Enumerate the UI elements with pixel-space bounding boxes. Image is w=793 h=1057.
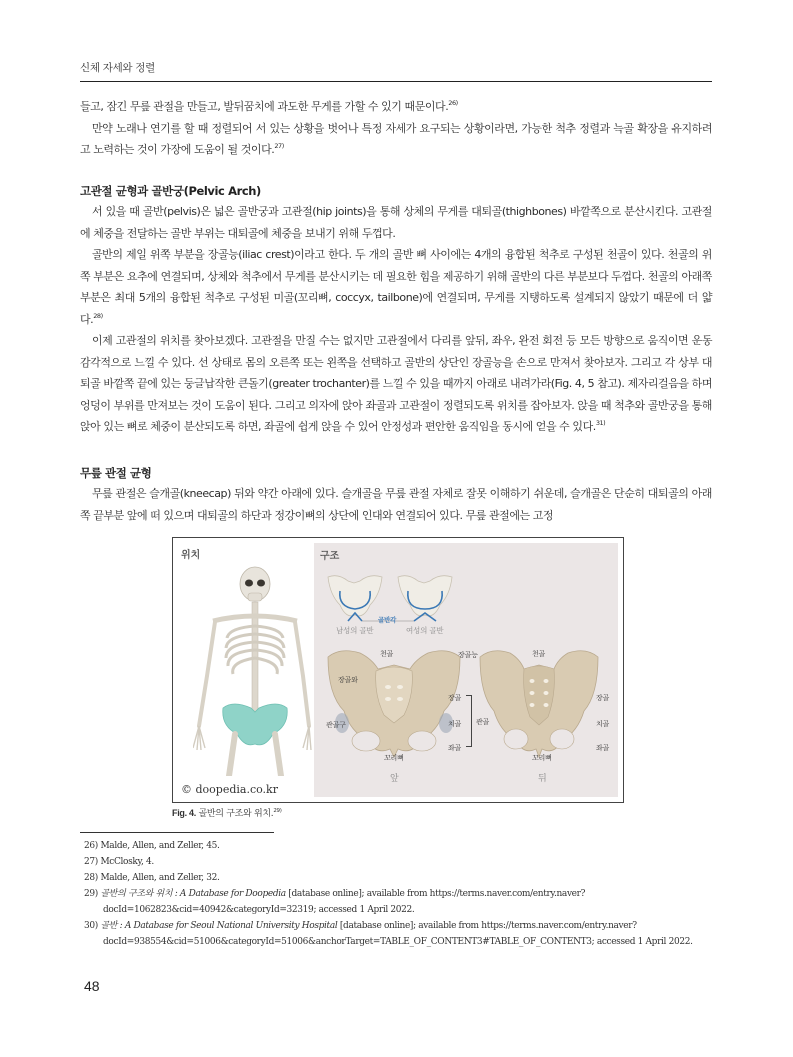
section-knee-body [80,483,712,526]
label-acetabulum: 관골구 [326,721,346,729]
panel-label-position: 위치 [181,550,201,561]
label-sacrum-back: 천골 [532,650,546,658]
skeleton-illustration [193,566,313,776]
footnote-28: 28) Malde, Allen, and Zeller, 32. [84,873,220,883]
label-iliac-fossa: 장골와 [338,676,358,684]
footnote-ref[interactable]: 26) [448,99,458,107]
footnote-26: 26) Malde, Allen, and Zeller, 45. [84,841,220,851]
label-iliac-crest: 장골능 [458,651,478,659]
male-pelvis-label: 남성의 골반 [336,626,374,635]
panel-label-structure: 구조 [320,551,340,562]
figure-caption: Fig. 4. 골반의 구조와 위치.$^{29)}$ [172,808,282,819]
footnote-ref[interactable]: 31) [595,419,606,427]
label-ilium-back: 장골 [596,694,610,702]
paragraph: 서 있을 때 골반(pelvis)은 넓은 골반궁과 고관절(hip joints)을 통해 상체의 무게를 대퇴골(thighbones) 바깥쪽으로 분산시킨다. 고관절에 체중을 전달하는 골반 부위는 대퇴골에 체중을 보내기 위해 두껍다. [80,205,712,240]
label-ilium-front: 장골 [448,694,462,702]
structure-panel [314,543,618,797]
label-ischium-back: 좌골 [596,744,610,752]
label-coccyx-back: 꼬리뼈 [532,754,552,762]
back-view-label: 뒤 [538,774,547,784]
section-title-knee: 무릎 관절 균형 [80,466,152,480]
footnote-29: 29) 골반의 구조와 위치 : A Database for Doopedia [database online]; available from https://terms.naver.com/entry.naver?docId=1062823&cid=40942&categoryId=32319; accessed 1 April 2022. [84,889,586,915]
footnote-ref[interactable]: 28) [93,311,103,320]
intro-block [80,96,712,161]
section-hip-body [80,201,712,438]
label-ischium-front: 좌골 [448,744,462,752]
footnote-30: 30) 골반 : A Database for Seoul National University Hospital [database online]; available from https://terms.naver.com/entry.naver?docId=938554&cid=51006&categoryId=51006&anchorTarget=TABLE_OF_CONTENT3#TABLE_OF_CONTENT3; accessed 1 April 2022. [84,921,693,947]
label-sacrum-front: 천골 [380,650,394,658]
footnote-ref[interactable]: 29) [273,808,282,814]
section-title-hip: 고관절 균형과 골반궁(Pelvic Arch) [80,184,261,198]
footnote-divider [80,832,274,833]
copyright-notice: © doopedia.co.kr [181,783,278,796]
footnote-ref[interactable]: 27) [274,142,284,150]
intro-paragraph-2: 만약 노래나 연기를 할 때 정렬되어 서 있는 상황을 벗어나 특정 자세가 요구되는 상황이라면, 가능한 척추 정렬과 늑골 확장을 유지하려고 노력하는 것이 가장에 도움이 될 것이다.$^{27)}$ [80,121,712,156]
figure-number: Fig. 4. [172,808,196,818]
page-number: 48 [84,978,100,994]
footnote-27: 27) McClosky, 4. [84,857,154,867]
label-pubis-back: 치골 [596,720,610,728]
label-coccyx-front: 꼬리뼈 [384,754,404,762]
paragraph: 이제 고관절의 위치를 찾아보겠다. 고관절을 만질 수는 없지만 고관절에서 다리를 앞뒤, 좌우, 완전 회전 등 모든 방향으로 움직이면 운동 감각적으로 느낄 수 있다. 선 상태로 몸의 오른쪽 또는 왼쪽을 선택하고 골반의 상단인 장골능을 손으로 만져서 찾아보자. 그리고 각 상부 대퇴골 바깥쪽 끝에 있는 둥글납작한 큰돌기(greater trochanter)를 느낄 수 있을 때까지 아래로 내려가라(Fig. 4, 5 참고). 제자리걸음을 하며 엉덩이 부위를 만져보는 것이 도움이 된다. 그리고 의자에 앉아 좌골과 고관절이 정렬되도록 위치를 잡아보자. 앉을 때 척추와 골반궁을 통해 앉아 있는 뼈로 체중이 분산되도록 하면, 좌골에 쉽게 앉을 수 있어 안정성과 편안한 움직임을 동시에 얻을 수 있다.$^{31)}$ [80,334,712,433]
female-pelvis-label: 여성의 골반 [406,626,444,635]
pelvis-back-illustration [474,645,604,765]
label-hip-bone: 관골 [476,718,490,726]
footnotes [84,838,714,950]
pelvis-front-illustration [320,645,468,765]
paragraph: 무릎 관절은 슬개골(kneecap) 뒤와 약간 아래에 있다. 슬개골을 무릎 관절 자체로 잘못 이해하기 쉬운데, 슬개골은 단순히 대퇴골의 아래쪽 끝부분 앞에 떠 있으며 대퇴골의 하단과 정강이뼈의 상단에 인대와 연결되어 있다. 무릎 관절에는 고정 [80,487,712,522]
running-head: 신체 자세와 정렬 [80,60,712,82]
pelvic-angle-label: 골반각 [378,616,397,624]
intro-paragraph-1: 들고, 잠긴 무릎 관절을 만들고, 발뒤꿈치에 과도한 무게를 가할 수 있기 때문이다.$^{26)}$ [80,99,458,113]
paragraph: 골반의 제일 위쪽 부분을 장골능(iliac crest)이라고 한다. 두 개의 골반 뼈 사이에는 4개의 융합된 척추로 구성된 천골이 있다. 천골의 위쪽 부분은 요추에 연결되며, 상체와 척추에서 무게를 분산시키는 데 필요한 힘을 제공하기 위해 골반의 다른 부분보다 두껍다. 천골의 아래쪽 부분은 최대 5개의 융합된 척추로 구성된 미골(꼬리뼈, coccyx, tailbone)에 연결되며, 무게를 지탱하도록 설계되지 않았기 때문에 더 얇다.$^{28)}$ [80,248,712,326]
figure-pelvis [172,537,624,803]
hip-bone-bracket [466,695,472,747]
label-pubis-front: 치골 [448,720,462,728]
front-view-label: 앞 [390,774,399,784]
